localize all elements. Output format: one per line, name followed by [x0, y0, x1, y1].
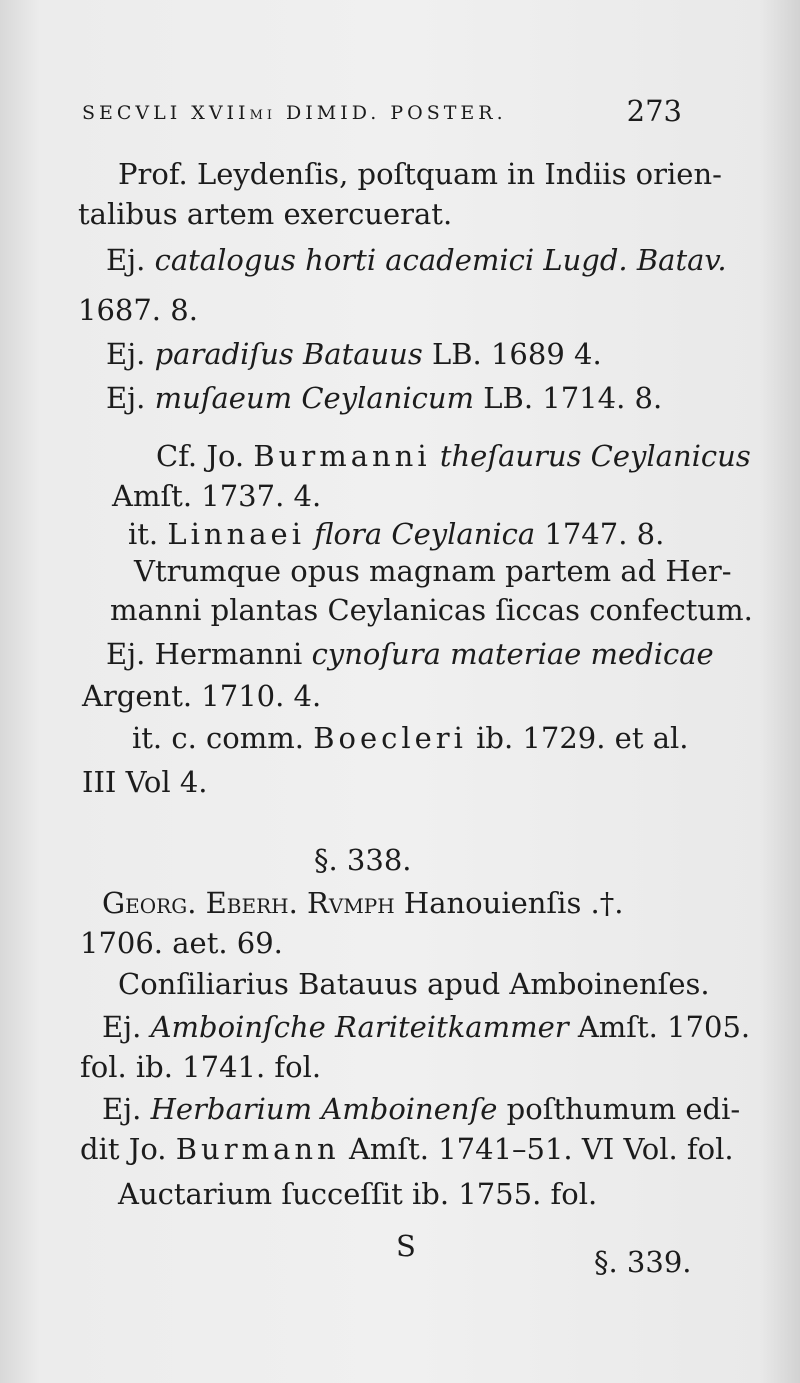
- text-run: §. 338.: [314, 843, 412, 877]
- text-run: it.: [128, 517, 168, 551]
- text-line: [106, 243, 727, 277]
- catchword: §. 339.: [594, 1245, 692, 1279]
- text-run: Ej.: [106, 337, 155, 371]
- text-line: [80, 926, 283, 960]
- running-head: SECVLI XVIImi DIMID. POSTER.: [82, 102, 507, 124]
- page-header: [82, 94, 682, 134]
- text-run: Vtrumque opus magnam partem ad Her-: [134, 554, 732, 588]
- text-run: Ej.: [106, 381, 155, 415]
- text-line: [80, 1050, 322, 1084]
- text-run: Amſt. 1705.: [568, 1010, 751, 1044]
- text-run: Herbarium Amboinenſe: [150, 1092, 498, 1126]
- text-run: Amboinſche Rariteitkammer: [150, 1010, 569, 1044]
- text-run: Linnaei: [167, 517, 305, 551]
- text-run: it. c. comm.: [132, 721, 314, 755]
- text-line: [106, 637, 714, 671]
- text-run: LB. 1714. 8.: [474, 381, 663, 415]
- text-line: [118, 1177, 598, 1211]
- page-number: 273: [626, 94, 682, 128]
- text-run: paradiſus Batauus: [154, 337, 423, 371]
- text-run: poſthumum edi-: [497, 1092, 741, 1126]
- text-run: muſaeum Ceylanicum: [154, 381, 475, 415]
- text-run: LB. 1689 4.: [422, 337, 602, 371]
- text-run: ib. 1729. et al.: [466, 721, 689, 755]
- text-run: Ej. Hermanni: [106, 637, 312, 671]
- text-run: Hanouienſis .†.: [394, 886, 624, 920]
- text-run: 1706. aet. 69.: [80, 926, 283, 960]
- text-line: [314, 843, 412, 877]
- text-run: Boecleri: [313, 721, 467, 755]
- text-run: Amſt. 1737. 4.: [112, 479, 322, 513]
- text-line: [82, 679, 322, 713]
- text-run: 1687. 8.: [78, 293, 198, 327]
- text-run: talibus artem exercuerat.: [78, 197, 453, 231]
- text-line: [102, 1010, 751, 1044]
- text-run: Cf. Jo.: [156, 439, 254, 473]
- text-run: Ej.: [102, 1092, 151, 1126]
- text-run: Burmanni: [253, 439, 431, 473]
- text-line: [128, 517, 665, 551]
- text-line: [132, 721, 689, 755]
- text-run: fol. ib. 1741. fol.: [80, 1050, 322, 1084]
- text-run: Ej.: [102, 1010, 151, 1044]
- text-line: [78, 293, 198, 327]
- text-line: [110, 593, 753, 627]
- text-line: [156, 439, 751, 473]
- text-run: Prof. Leydenſis, poſtquam in Indiis orien-: [118, 157, 722, 191]
- text-line: [80, 1132, 734, 1166]
- text-run: 1747. 8.: [535, 517, 665, 551]
- text-run: cynoſura materiae medicae: [311, 637, 714, 671]
- text-run: manni plantas Ceylanicas ſiccas confectum.: [110, 593, 753, 627]
- text-run: Ej.: [106, 243, 155, 277]
- text-line: [106, 381, 663, 415]
- text-run: Auctarium ſucceſſit ib. 1755. fol.: [118, 1177, 598, 1211]
- text-line: [102, 1092, 741, 1126]
- text-run: catalogus horti academici Lugd. Batav.: [154, 243, 727, 277]
- text-line: [106, 337, 602, 371]
- text-run: [305, 517, 314, 551]
- text-run: dit Jo.: [80, 1132, 176, 1166]
- text-line: [102, 886, 624, 920]
- text-run: III Vol 4.: [82, 765, 208, 799]
- text-run: theſaurus Ceylanicus: [439, 439, 751, 473]
- text-line: [134, 554, 732, 588]
- text-run: [431, 439, 440, 473]
- text-run: Conſiliarius Batauus apud Amboinenſes.: [118, 967, 710, 1001]
- text-line: [78, 197, 453, 231]
- text-run: Burmann: [175, 1132, 340, 1166]
- text-run: Amſt. 1741–51. VI Vol. fol.: [339, 1132, 734, 1166]
- signature-mark: S: [396, 1229, 416, 1263]
- text-run: flora Ceylanica: [314, 517, 536, 551]
- text-line: [118, 157, 722, 191]
- text-line: [112, 479, 322, 513]
- text-run: Georg. Eberh. Rvmph: [102, 886, 395, 920]
- text-run: Argent. 1710. 4.: [82, 679, 322, 713]
- text-line: [118, 967, 710, 1001]
- text-line: [82, 765, 208, 799]
